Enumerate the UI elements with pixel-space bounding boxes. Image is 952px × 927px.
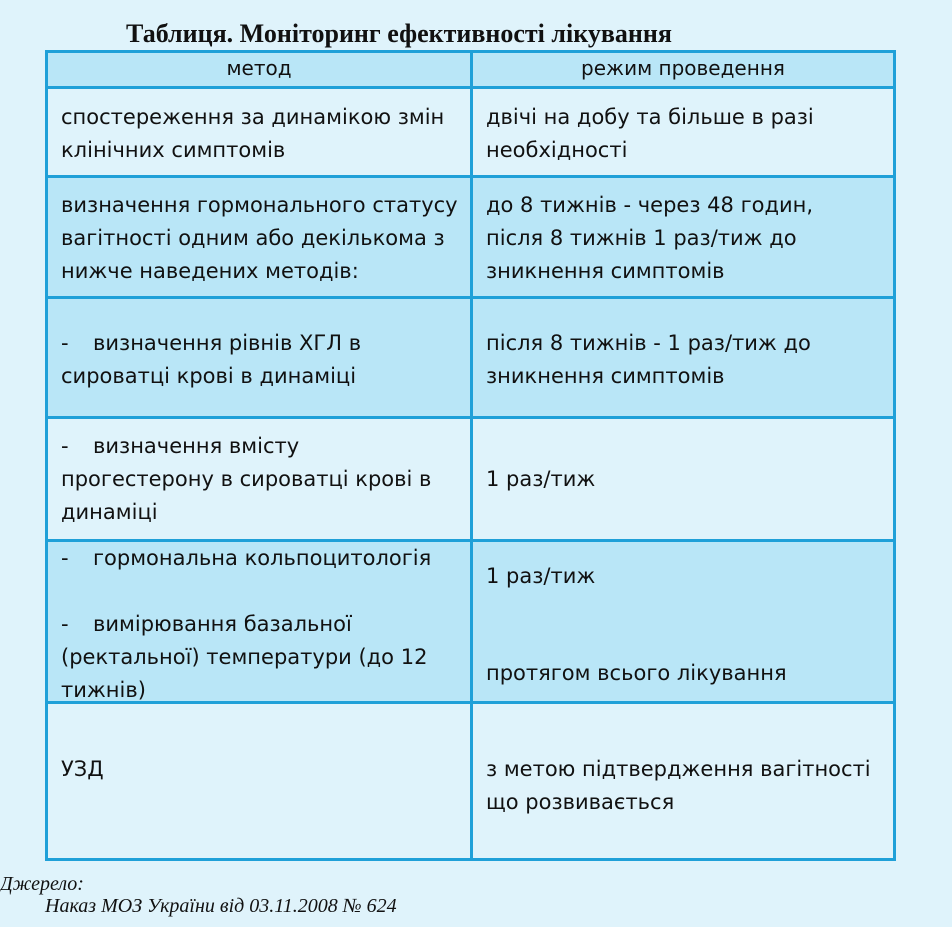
regime-cell — [473, 419, 893, 539]
table-row — [48, 419, 893, 539]
method-line — [61, 327, 458, 360]
regime-cell — [473, 89, 893, 175]
method-cell — [48, 299, 470, 416]
spacer-line — [61, 575, 458, 608]
method-text: вимірювання базальної — [93, 612, 352, 636]
method-cell — [48, 89, 470, 175]
method-line: клінічних симптомів — [61, 138, 286, 162]
method-line: визначення гормонального статусу — [61, 193, 458, 217]
method-line: динаміці — [61, 500, 158, 524]
method-line: (ректальної) температури (до 12 — [61, 645, 428, 669]
method-line: тижнів) — [61, 678, 146, 702]
table-header-row — [48, 53, 893, 86]
method-cell — [48, 542, 470, 701]
regime-line: з метою підтвердження вагітності — [486, 757, 871, 781]
regime-line: зникнення симптомів — [486, 259, 725, 283]
regime-cell — [473, 299, 893, 416]
method-line: спостереження за динамікою змін — [61, 105, 445, 129]
header-regime: режим проведення — [473, 53, 893, 86]
list-dash: - — [61, 612, 69, 636]
method-line: прогестерону в сироватці крові в — [61, 467, 432, 491]
table-row — [48, 299, 893, 416]
regime-line: після 8 тижнів 1 раз/тиж до — [486, 226, 797, 250]
list-dash: - — [61, 546, 69, 570]
method-line: сироватці крові в динаміці — [61, 364, 357, 388]
method-line: нижче наведених методів: — [61, 259, 359, 283]
table-row — [48, 542, 893, 701]
method-line — [61, 430, 458, 463]
table-row — [48, 89, 893, 175]
regime-cell — [473, 178, 893, 296]
monitoring-table — [45, 50, 896, 861]
regime-line: зникнення симптомів — [486, 364, 725, 388]
regime-cell — [473, 542, 893, 701]
regime-line: протягом всього лікування — [486, 661, 787, 685]
regime-line: двічі на добу та більше в разі — [486, 105, 814, 129]
regime-line: 1 раз/тиж — [486, 564, 596, 588]
regime-line: після 8 тижнів - 1 раз/тиж до — [486, 331, 811, 355]
method-line — [61, 608, 458, 641]
method-line: УЗД — [61, 757, 104, 781]
regime-line: необхідності — [486, 138, 628, 162]
method-line — [61, 542, 458, 575]
page-title: Таблиця. Моніторинг ефективності лікування — [126, 19, 672, 48]
method-text: визначення вмісту — [93, 434, 300, 458]
header-method: метод — [48, 53, 470, 86]
list-dash: - — [61, 434, 69, 458]
method-cell — [48, 178, 470, 296]
regime-line: до 8 тижнів - через 48 годин, — [486, 193, 814, 217]
table-row — [48, 178, 893, 296]
source-text: Наказ МОЗ України від 03.11.2008 № 624 — [45, 895, 397, 917]
spacer-line — [486, 593, 881, 657]
table-row — [48, 704, 893, 858]
list-dash: - — [61, 331, 69, 355]
regime-line: що розвивається — [486, 790, 675, 814]
regime-cell — [473, 704, 893, 858]
method-cell — [48, 419, 470, 539]
source-label: Джерело: — [0, 873, 84, 895]
method-text: гормональна кольпоцитологія — [93, 546, 432, 570]
method-text: визначення рівнів ХГЛ в — [93, 331, 362, 355]
method-cell — [48, 704, 470, 858]
method-line: вагітності одним або декількома з — [61, 226, 445, 250]
regime-line: 1 раз/тиж — [486, 467, 596, 491]
